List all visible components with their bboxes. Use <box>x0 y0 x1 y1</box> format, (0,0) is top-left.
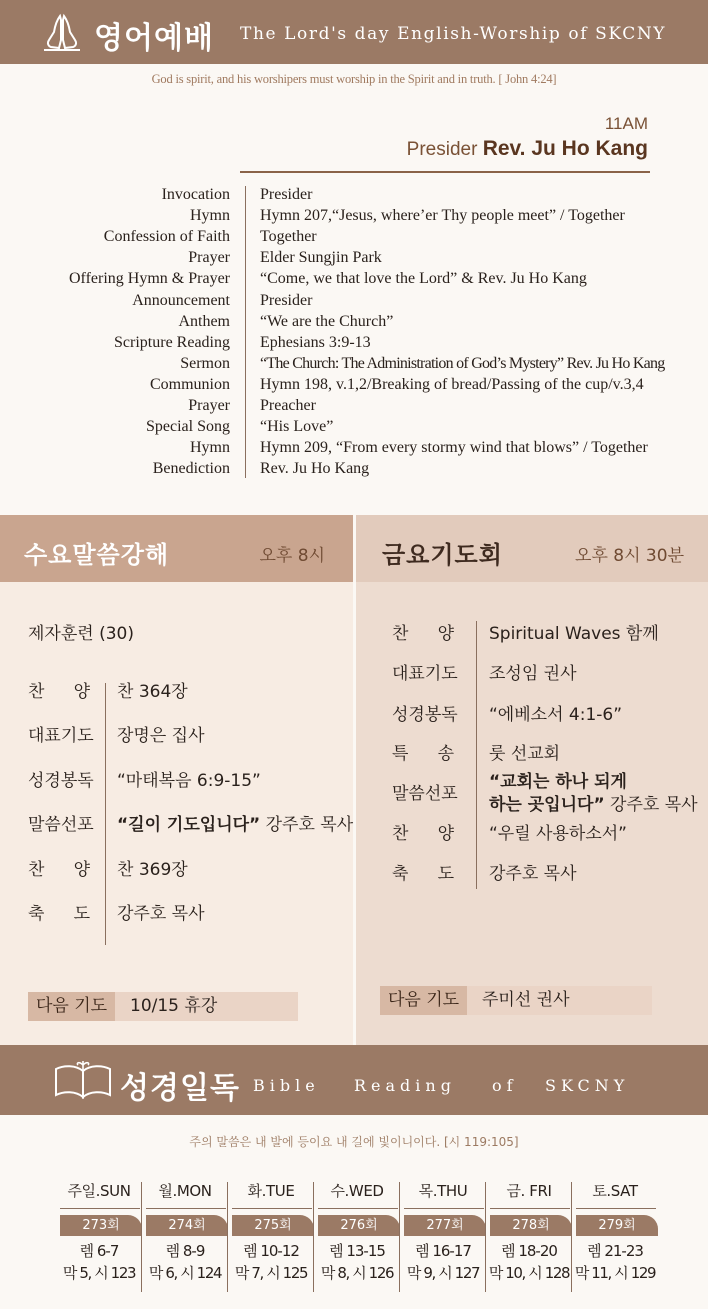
reading-count: 276회 <box>318 1215 400 1236</box>
wed-row-benediction <box>28 901 348 927</box>
order-label: Confession of Faith <box>103 228 230 246</box>
day-underline <box>146 1208 226 1209</box>
worship-title-ko: 영어예배 <box>94 21 214 56</box>
day-name: 목.THU <box>418 1182 468 1200</box>
open-bible-icon <box>50 1061 116 1101</box>
wed-row-label: 찬 양 <box>28 682 90 702</box>
day-name: 주일.SUN <box>67 1182 131 1200</box>
order-row <box>0 437 708 458</box>
order-value: Rev. Ju Ho Kang <box>260 460 370 478</box>
order-label: Sermon <box>180 354 230 372</box>
reading-ot: 렘 6-7 <box>79 1242 119 1260</box>
order-label: Announcement <box>132 291 230 309</box>
order-label: Invocation <box>161 186 230 203</box>
reading-nt: 막 9, 시 127 <box>406 1264 480 1282</box>
next-label: 다음 기도 <box>28 992 115 1021</box>
order-label: Special Song <box>146 418 230 436</box>
next-value: 주미선 권사 <box>482 990 570 1010</box>
fri-row-value: 조성임 권사 <box>489 664 577 684</box>
order-label: Benediction <box>152 460 230 478</box>
reading-ot: 렘 8-9 <box>165 1242 205 1260</box>
title-word: Bible <box>253 1076 320 1095</box>
fri-row-label: 대표기도 <box>392 664 458 684</box>
title-word: SKCNY <box>545 1076 630 1095</box>
order-value: “Come, we that love the Lord” & Rev. Ju Ho Kang <box>260 270 587 288</box>
praying-hands-icon <box>40 10 84 54</box>
reading-nt: 막 11, 시 129 <box>574 1264 656 1282</box>
preacher: 강주호 목사 <box>260 815 354 835</box>
wednesday-header <box>0 515 353 582</box>
wed-row-label: 축 도 <box>28 904 90 924</box>
reading-count: 274회 <box>146 1215 228 1236</box>
bible-reading-verse: 주의 말씀은 내 발에 등이요 내 길에 빛이니이다. [시 119:105] <box>189 1135 519 1149</box>
wed-row-value: “마태복음 6:9-15” <box>117 771 261 791</box>
title-word: Reading <box>354 1076 456 1095</box>
order-label: Hymn <box>190 207 230 225</box>
friday-next <box>380 986 652 1015</box>
reading-day <box>486 1178 572 1293</box>
wednesday-time: 오후 8시 <box>259 546 325 566</box>
reading-nt: 막 8, 시 126 <box>320 1264 394 1282</box>
reading-nt: 막 10, 시 128 <box>488 1264 570 1282</box>
fri-row-value: Spiritual Waves 함께 <box>489 624 659 644</box>
day-name: 금. FRI <box>506 1182 552 1200</box>
fri-row-value: “에베소서 4:1-6” <box>489 705 623 725</box>
presider-line <box>407 137 648 161</box>
fri-row-special <box>392 741 708 767</box>
day-underline <box>576 1208 656 1209</box>
wed-row-label: 대표기도 <box>28 726 94 746</box>
order-label: Offering Hymn & Prayer <box>69 270 230 288</box>
sermon-title-line2: 하는 곳입니다” <box>489 795 605 815</box>
friday-time: 오후 8시 30분 <box>575 546 684 566</box>
sermon-title: “길이 기도입니다” <box>117 815 261 835</box>
presider-label: Presider <box>406 139 478 160</box>
day-name: 토.SAT <box>592 1182 638 1200</box>
bible-reading-title-ko: 성경일독 <box>120 1071 240 1106</box>
wed-row-value: 찬 369장 <box>117 860 188 880</box>
fri-row-label: 찬 양 <box>392 824 454 844</box>
day-underline <box>490 1208 570 1209</box>
order-row <box>0 332 708 353</box>
reading-ot: 렘 18-20 <box>501 1242 557 1260</box>
fri-row-label: 축 도 <box>392 864 454 884</box>
order-label: Prayer <box>188 249 230 267</box>
sermon-title-line1: “교회는 하나 되게 <box>489 772 627 792</box>
wed-row-value: 찬 364장 <box>117 682 188 702</box>
fri-row-hymn2 <box>392 821 708 847</box>
order-value: Ephesians 3:9-13 <box>260 333 371 351</box>
order-value: “We are the Church” <box>260 312 394 330</box>
order-value: Presider <box>260 291 313 309</box>
wednesday-series: 제자훈련 (30) <box>28 624 134 644</box>
reading-nt: 막 7, 시 125 <box>234 1264 308 1282</box>
wed-row-label: 말씀선포 <box>28 815 94 835</box>
friday-header <box>356 515 708 582</box>
order-row <box>0 458 708 479</box>
order-label: Prayer <box>188 397 230 414</box>
reading-count: 279회 <box>576 1215 658 1236</box>
reading-count: 277회 <box>404 1215 486 1236</box>
wed-row-prayer <box>28 723 348 749</box>
wed-row-reading <box>28 768 348 794</box>
reading-ot: 렘 16-17 <box>415 1242 471 1260</box>
reading-nt: 막 5, 시 123 <box>62 1264 136 1282</box>
next-label: 다음 기도 <box>380 986 467 1015</box>
wed-row-value: 강주호 목사 <box>117 904 205 924</box>
day-name: 월.MON <box>158 1182 212 1200</box>
wednesday-panel <box>0 515 353 1045</box>
order-value: Presider <box>260 186 313 203</box>
order-label: Hymn <box>190 439 230 457</box>
fri-sermon-value <box>489 771 698 817</box>
reading-ot: 렘 13-15 <box>329 1242 385 1260</box>
weekly-reading-grid <box>56 1178 656 1293</box>
order-row <box>0 374 708 395</box>
fri-row-label: 성경봉독 <box>392 705 458 725</box>
reading-count: 273회 <box>60 1215 142 1236</box>
presider-name: Rev. Ju Ho Kang <box>482 137 648 160</box>
day-underline <box>60 1208 140 1209</box>
divider <box>240 171 650 173</box>
reading-day <box>400 1178 486 1293</box>
order-row <box>0 247 708 268</box>
reading-day <box>228 1178 314 1293</box>
order-value: Together <box>260 228 317 246</box>
fri-row-hymn <box>392 621 708 647</box>
worship-header <box>0 0 708 64</box>
order-row <box>0 290 708 311</box>
wed-row-sermon <box>28 812 354 838</box>
reading-count: 275회 <box>232 1215 314 1236</box>
fri-row-reading <box>392 702 708 728</box>
order-row <box>0 205 708 226</box>
wed-row-value: 장명은 집사 <box>117 726 205 746</box>
fri-row-value: “우릴 사용하소서” <box>489 824 627 844</box>
wednesday-title: 수요말씀강해 <box>24 541 170 569</box>
next-value: 10/15 휴강 <box>130 996 218 1016</box>
fri-row-prayer <box>392 661 708 687</box>
preacher: 강주호 목사 <box>604 795 698 815</box>
wed-row-label: 성경봉독 <box>28 771 94 791</box>
worship-time: 11AM <box>604 114 648 133</box>
reading-count: 278회 <box>490 1215 572 1236</box>
order-row <box>0 226 708 247</box>
order-value: “His Love” <box>260 418 334 436</box>
order-value: Hymn 198, v.1,2/Breaking of bread/Passing of the cup/v.3,4 <box>260 375 644 393</box>
order-row <box>0 395 708 416</box>
wednesday-next <box>28 992 298 1021</box>
friday-title: 금요기도회 <box>382 541 503 569</box>
worship-verse: God is spirit, and his worshipers must worship in the Spirit and in truth. [ John 4:24] <box>151 72 557 86</box>
wed-row-hymn <box>28 679 348 705</box>
order-row <box>0 353 708 374</box>
order-label: Communion <box>149 375 230 393</box>
order-value: “The Church: The Administration of God’s Mystery” Rev. Ju Ho Kang <box>260 354 665 372</box>
reading-nt: 막 6, 시 124 <box>148 1264 222 1282</box>
order-value: Preacher <box>260 397 316 414</box>
day-underline <box>404 1208 484 1209</box>
day-name: 화.TUE <box>247 1182 295 1200</box>
order-value: Hymn 209, “From every stormy wind that blows” / Together <box>260 439 648 457</box>
worship-title-en: The Lord's day English-Worship of SKCNY <box>240 24 667 44</box>
fri-row-label: 특 송 <box>392 744 454 764</box>
bible-reading-header <box>0 1045 708 1115</box>
fri-row-value: 강주호 목사 <box>489 864 577 884</box>
order-row <box>0 311 708 332</box>
fri-row-label: 찬 양 <box>392 624 454 644</box>
wed-row-value <box>117 812 353 838</box>
order-row <box>0 268 708 289</box>
order-row <box>0 184 708 205</box>
fri-row-benediction <box>392 861 708 887</box>
reading-day <box>142 1178 228 1293</box>
wed-row-hymn2 <box>28 857 348 883</box>
reading-day <box>572 1178 658 1293</box>
friday-panel <box>356 515 708 1045</box>
day-underline <box>318 1208 398 1209</box>
reading-day <box>56 1178 142 1293</box>
order-label: Scripture Reading <box>114 333 230 351</box>
fri-row-label: 말씀선포 <box>392 784 458 804</box>
title-word: of <box>492 1076 518 1095</box>
order-row <box>0 416 708 437</box>
fri-row-value: 룻 선교회 <box>489 744 561 764</box>
reading-ot: 렘 21-23 <box>587 1242 643 1260</box>
reading-ot: 렘 10-12 <box>243 1242 299 1260</box>
order-value: Elder Sungjin Park <box>260 249 382 267</box>
reading-day <box>314 1178 400 1293</box>
day-underline <box>232 1208 312 1209</box>
order-label: Anthem <box>178 312 230 330</box>
day-name: 수.WED <box>330 1182 384 1200</box>
order-value: Hymn 207,“Jesus, where’er Thy people meet” / Together <box>260 207 625 225</box>
wed-row-label: 찬 양 <box>28 860 90 880</box>
